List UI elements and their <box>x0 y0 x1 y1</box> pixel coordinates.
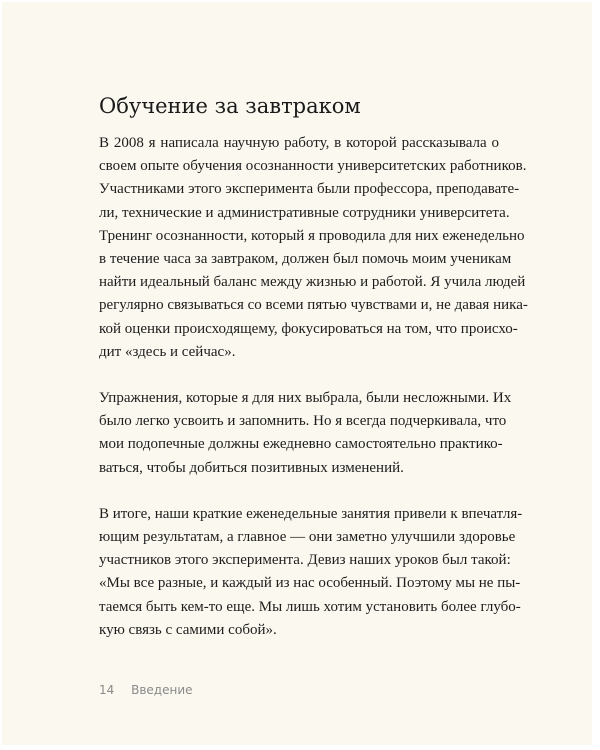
text-line: В итоге, наши краткие еженедельные занятия привели к впечатля- <box>99 505 523 522</box>
text-line: участников этого эксперимента. Девиз наших уроков был такой: <box>99 552 511 569</box>
text-line: было легко усвоить и запомнить. Но я всегда подчеркивала, что <box>99 413 507 430</box>
text-line: таемся быть кем-то еще. Мы лишь хотим установить более глубо- <box>99 598 521 615</box>
text-line: своем опыте обучения осознанности университетских работников. <box>99 158 527 175</box>
text-line: дит «здесь и сейчас». <box>99 343 236 360</box>
text-line: Участниками этого эксперимента были профессора, преподавате- <box>99 181 520 198</box>
page-footer <box>99 683 193 697</box>
paragraph-1 <box>99 132 528 364</box>
section-heading: Обучение за завтраком <box>99 94 361 118</box>
text-line: регулярно связываться со всеми пятью чувствами и, не давая ника- <box>99 297 528 314</box>
paragraph-3 <box>99 503 523 642</box>
text-line: ли, технические и административные сотрудники университета. <box>99 204 510 221</box>
text-line: в течение часа за завтраком, должен был помочь моим ученикам <box>99 251 512 268</box>
text-line: ющим результатам, а главное — они заметно улучшили здоровье <box>99 529 516 546</box>
text-line: ваться, чтобы добиться позитивных изменений. <box>99 459 404 476</box>
text-line: кой оценки происходящему, фокусироваться на том, что происхо- <box>99 320 518 337</box>
text-line: В 2008 я написала научную работу, в которой рассказывала о <box>99 135 499 151</box>
page-content <box>99 91 528 665</box>
text-line: «Мы все разные, и каждый из нас особенный. Поэтому мы не пы- <box>99 575 521 592</box>
book-page <box>2 2 592 745</box>
section-name: Введение <box>131 683 193 697</box>
text-line: мои подопечные должны ежедневно самостоятельно практико- <box>99 436 503 453</box>
paragraph-2 <box>99 387 512 480</box>
text-line: найти идеальный баланс между жизнью и работой. Я учила людей <box>99 274 526 291</box>
text-line: Тренинг осознанности, который я проводила для них еженедельно <box>99 227 525 244</box>
text-line: Упражнения, которые я для них выбрала, были несложными. Их <box>99 390 512 407</box>
text-line: кую связь с самими собой». <box>99 621 277 638</box>
page-number: 14 <box>99 683 115 697</box>
